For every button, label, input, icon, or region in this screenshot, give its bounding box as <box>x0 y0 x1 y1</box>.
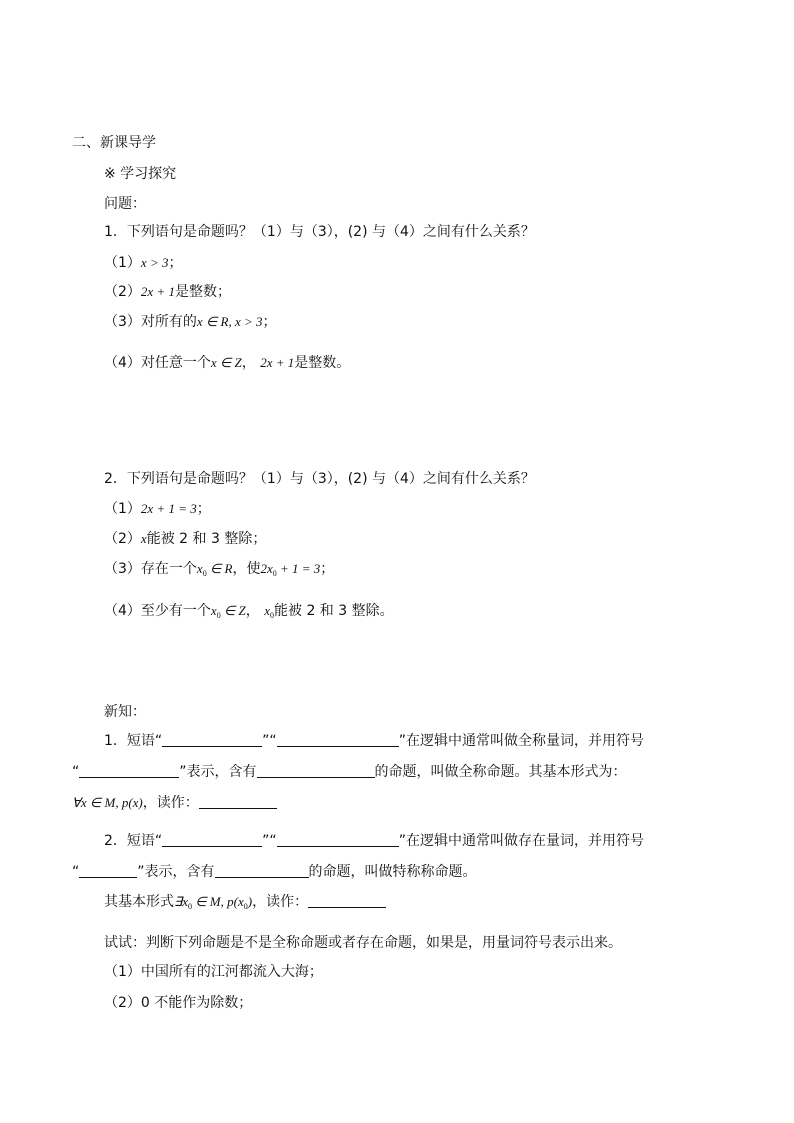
q1-item-1: （1）x > 3； <box>104 255 183 271</box>
blank-field[interactable] <box>199 794 277 809</box>
q2-item-2: （2）x能被 2 和 3 整除； <box>104 531 267 547</box>
new-knowledge-label: 新知： <box>104 704 146 720</box>
try-intro: 试试：判断下列命题是不是全称命题或者存在命题，如果是，用量词符号表示出来。 <box>104 935 622 951</box>
q1-item-4: （4）对任意一个x ∈ Z， 2x + 1是整数。 <box>104 355 351 371</box>
nk-p1-line3: ∀x ∈ M, p(x)，读作： <box>72 793 277 813</box>
blank-field[interactable] <box>308 893 386 908</box>
q2-stem: 2．下列语句是命题吗？（1）与（3），(2) 与（4）之间有什么关系？ <box>104 471 535 487</box>
q2-item-3: （3）存在一个$x_0$ ∈ R，使$2x_0 + 1 = 3$； <box>104 561 335 578</box>
blank-field[interactable] <box>215 863 309 878</box>
subsection-title: ※ 学习探究 <box>104 166 177 182</box>
blank-field[interactable] <box>162 832 262 847</box>
blank-field[interactable] <box>257 763 375 778</box>
q1-stem: 1．下列语句是命题吗？（1）与（3），(2) 与（4）之间有什么关系？ <box>104 224 535 240</box>
blank-field[interactable] <box>79 863 137 878</box>
nk-p1-line2: “ ”表示，含有 的命题，叫做全称命题。其基本形式为： <box>72 764 627 780</box>
q1-item-3: （3）对所有的x ∈ R, x > 3； <box>104 314 277 330</box>
section-title: 二、新课导学 <box>72 135 156 151</box>
nk-p1-line1: 1．短语“ ”“ ”在逻辑中通常叫做全称量词，并用符号 <box>104 733 644 749</box>
q1-item-2: （2）2x + 1是整数； <box>104 284 231 300</box>
blank-field[interactable] <box>277 732 399 747</box>
try-item-1: （1）中国所有的江河都流入大海； <box>104 964 323 980</box>
q2-item-1: （1）2x + 1 = 3； <box>104 501 211 517</box>
nk-p2-line3: 其基本形式$\exists x_0$ ∈ M, $p(x_0)$，读作： <box>104 892 386 917</box>
blank-field[interactable] <box>162 732 262 747</box>
questions-label: 问题： <box>104 196 146 212</box>
nk-p2-line2: “ ”表示，含有 的命题，叫做特称称命题。 <box>72 864 477 880</box>
q2-item-4: （4）至少有一个$x_0$ ∈ Z， $x_0$能被 2 和 3 整除。 <box>104 603 394 620</box>
blank-field[interactable] <box>277 832 399 847</box>
try-item-2: （2）0 不能作为除数； <box>104 995 253 1011</box>
blank-field[interactable] <box>79 763 179 778</box>
nk-p2-line1: 2．短语“ ”“ ”在逻辑中通常叫做存在量词，并用符号 <box>104 833 644 849</box>
